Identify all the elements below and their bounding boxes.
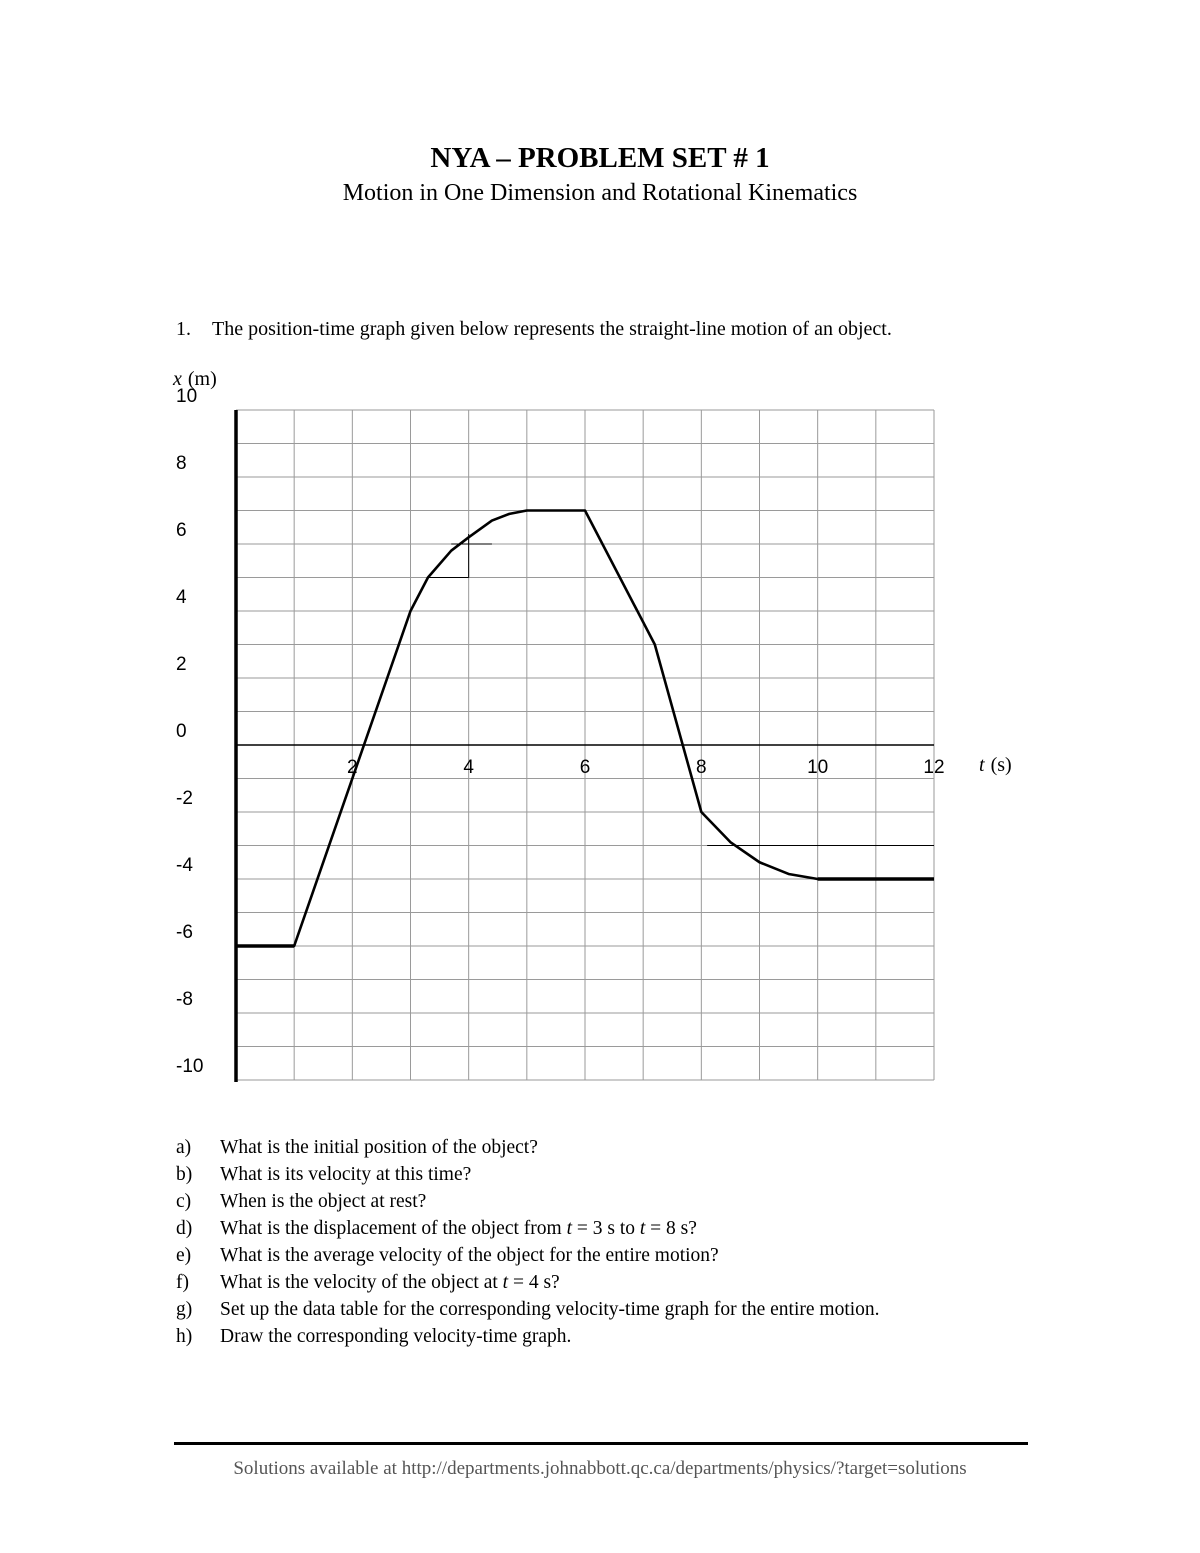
x-tick-label: 12 <box>923 757 945 778</box>
footer-rule <box>174 1442 1028 1445</box>
variable-symbol: t <box>566 1218 572 1239</box>
x-tick-label: 6 <box>579 757 591 778</box>
x-tick-label: 4 <box>463 757 474 778</box>
x-tick-label: 2 <box>347 757 358 778</box>
x-axis-label: t (s) <box>979 754 1012 776</box>
x-tick-label: 10 <box>807 757 829 778</box>
y-axis-label: x (m) <box>173 368 217 390</box>
subquestion-text: What is the average velocity of the object for the entire motion? <box>220 1245 719 1266</box>
y-tick-label: 6 <box>176 520 187 541</box>
subquestion-label: b) <box>176 1164 193 1185</box>
y-tick-label: 4 <box>176 587 187 608</box>
y-tick-label: -2 <box>176 788 193 809</box>
variable-symbol: t <box>639 1218 646 1239</box>
page-subtitle: Motion in One Dimension and Rotational Kinematics <box>342 180 858 206</box>
y-tick-label: 0 <box>176 721 187 742</box>
footer-note: Solutions available at http://departments.johnabbott.qc.ca/departments/physics/?target=solutions <box>233 1458 967 1479</box>
x-tick-label: 8 <box>696 757 707 778</box>
subquestion-item <box>176 1323 880 1350</box>
page-title: NYA – PROBLEM SET # 1 <box>430 142 770 174</box>
subquestion-text: Set up the data table for the corresponding velocity-time graph for the entire motion. <box>220 1299 880 1320</box>
subquestion-text: = 8 s? <box>645 1218 697 1239</box>
subquestion-text: What is the displacement of the object from <box>220 1218 567 1239</box>
subquestion-text: Draw the corresponding velocity-time graph. <box>220 1326 572 1347</box>
y-tick-label: 8 <box>176 453 187 474</box>
y-tick-label: -4 <box>176 855 193 876</box>
y-tick-label: -10 <box>176 1056 204 1077</box>
subquestion-item <box>176 1296 880 1323</box>
annotation-lines <box>428 534 934 846</box>
tick-labels <box>176 386 945 1077</box>
subquestion-item <box>176 1134 880 1161</box>
variable-symbol: t <box>502 1272 509 1293</box>
subquestion-item <box>176 1242 880 1269</box>
subquestion-text: What is its velocity at this time? <box>220 1164 472 1185</box>
subquestion-text: = 3 s to <box>571 1218 640 1239</box>
y-tick-label: 2 <box>176 654 187 675</box>
subquestion-item <box>176 1269 880 1296</box>
subquestion-text: What is the initial position of the object? <box>220 1137 538 1158</box>
position-time-graph <box>0 360 1200 1100</box>
subquestion-item <box>176 1161 880 1188</box>
subquestion-text: = 4 s? <box>508 1272 560 1293</box>
question-text: The position-time graph given below represents the straight-line motion of an object. <box>212 318 892 340</box>
subquestion-text: When is the object at rest? <box>220 1191 427 1212</box>
subquestion-label: d) <box>176 1218 193 1239</box>
subquestion-label: h) <box>176 1326 193 1347</box>
subquestion-label: f) <box>176 1272 189 1293</box>
subquestion-label: a) <box>176 1137 192 1158</box>
y-tick-label: 10 <box>176 386 198 407</box>
subquestion-label: g) <box>176 1299 193 1320</box>
subquestion-list <box>176 1134 880 1350</box>
subquestion-text: What is the velocity of the object at <box>220 1272 503 1293</box>
question-number: 1. <box>176 318 191 340</box>
y-tick-label: -8 <box>176 989 193 1010</box>
subquestion-label: e) <box>176 1245 192 1266</box>
y-tick-label: -6 <box>176 922 193 943</box>
subquestion-item <box>176 1188 880 1215</box>
subquestion-item <box>176 1215 880 1242</box>
subquestion-label: c) <box>176 1191 192 1212</box>
question-1 <box>176 318 892 341</box>
